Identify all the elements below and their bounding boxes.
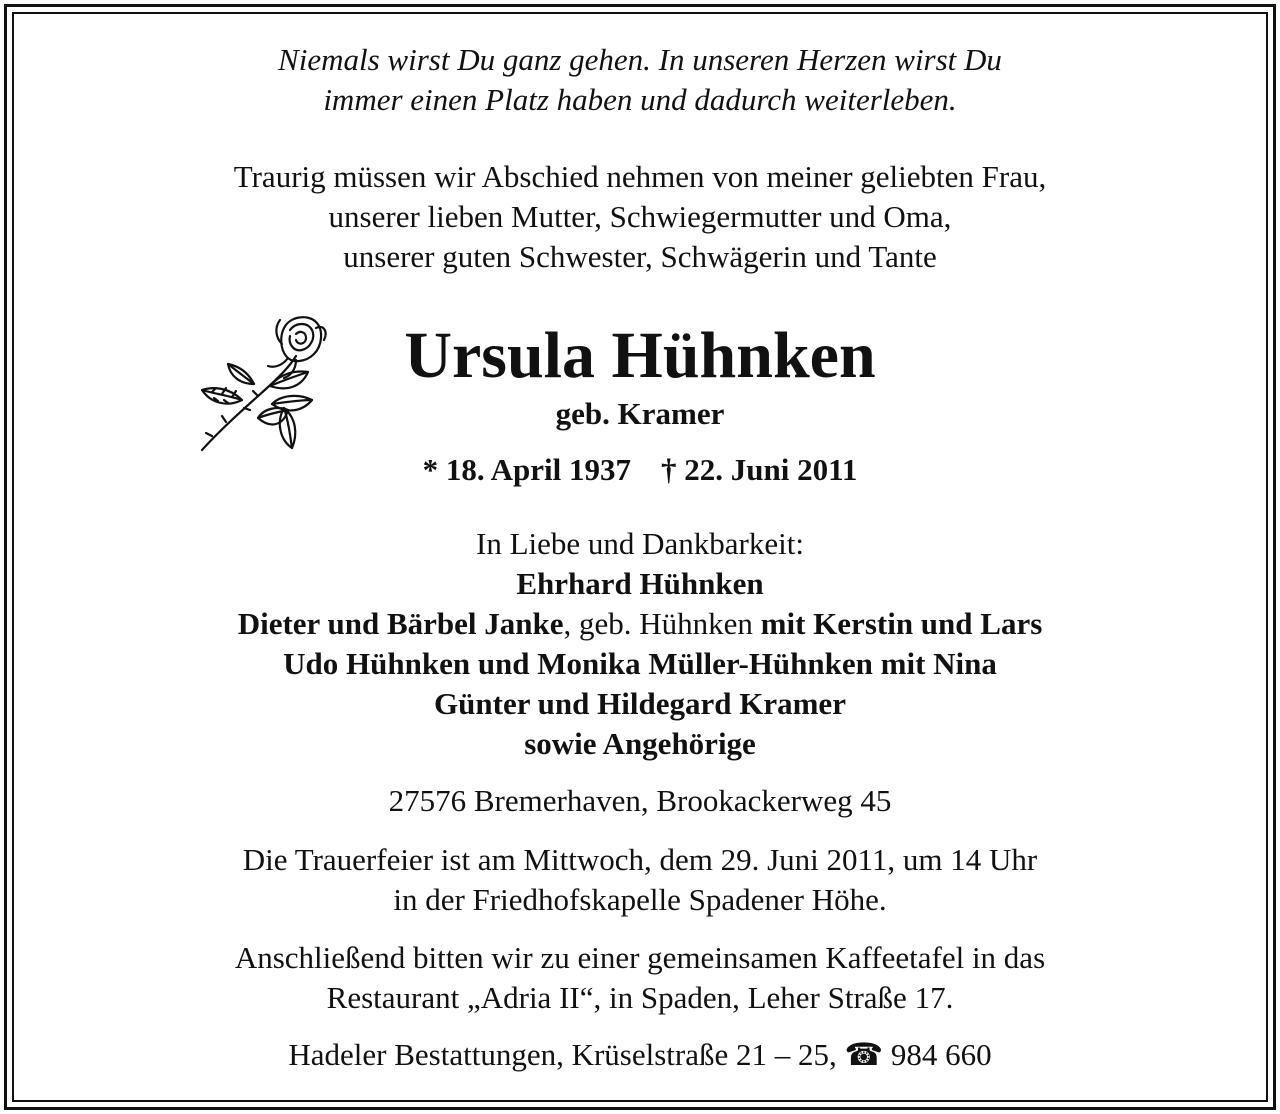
undertaker-line	[0, 1036, 1280, 1074]
reception-line-2: Restaurant „Adria II“, in Spaden, Leher Straße 17.	[326, 980, 954, 1015]
intro-line-1: Traurig müssen wir Abschied nehmen von meiner geliebten Frau,	[233, 159, 1047, 194]
quote-line-1: Niemals wirst Du ganz gehen. In unseren Herzen wirst Du	[278, 42, 1002, 77]
maiden-name: geb. Kramer	[555, 396, 725, 431]
mourner-line-2-part-a: Dieter und Bärbel Janke	[237, 606, 564, 641]
service-line-2: in der Friedhofskapelle Spadener Höhe.	[393, 882, 887, 917]
intro-line-2: unserer lieben Mutter, Schwiegermutter und Oma,	[328, 199, 952, 234]
undertaker-text: Hadeler Bestattungen, Krüselstraße 21 – 25,	[288, 1037, 845, 1072]
telephone-icon: ☎	[844, 1037, 884, 1072]
death-date: † 22. Juni 2011	[661, 452, 858, 487]
mourners-heading: In Liebe und Dankbarkeit:	[476, 526, 804, 561]
mourner-line-2	[0, 605, 1280, 643]
reception-line-1: Anschließend bitten wir zu einer gemeinsamen Kaffeetafel in das	[234, 940, 1046, 975]
mourner-line-1: Ehrhard Hühnken	[516, 566, 764, 601]
undertaker-phone: 984 660	[890, 1037, 992, 1072]
mourner-line-4: Günter und Hildegard Kramer	[434, 686, 846, 721]
service-line-1: Die Trauerfeier ist am Mittwoch, dem 29. Juni 2011, um 14 Uhr	[242, 842, 1038, 877]
life-dates	[0, 451, 1280, 489]
birth-date: * 18. April 1937	[422, 452, 631, 487]
quote-line-2: immer einen Platz haben und dadurch weiterleben.	[323, 82, 957, 117]
mourner-line-2-part-b: , geb. Hühnken	[563, 606, 761, 641]
address: 27576 Bremerhaven, Brookackerweg 45	[388, 783, 892, 818]
mourner-line-2-part-c: mit Kerstin und Lars	[760, 606, 1043, 641]
mourner-line-3: Udo Hühnken und Monika Müller-Hühnken mit Nina	[283, 646, 997, 681]
mourner-line-5: sowie Angehörige	[524, 726, 756, 761]
intro-line-3: unserer guten Schwester, Schwägerin und Tante	[343, 239, 937, 274]
deceased-name: Ursula Hühnken	[404, 319, 876, 392]
